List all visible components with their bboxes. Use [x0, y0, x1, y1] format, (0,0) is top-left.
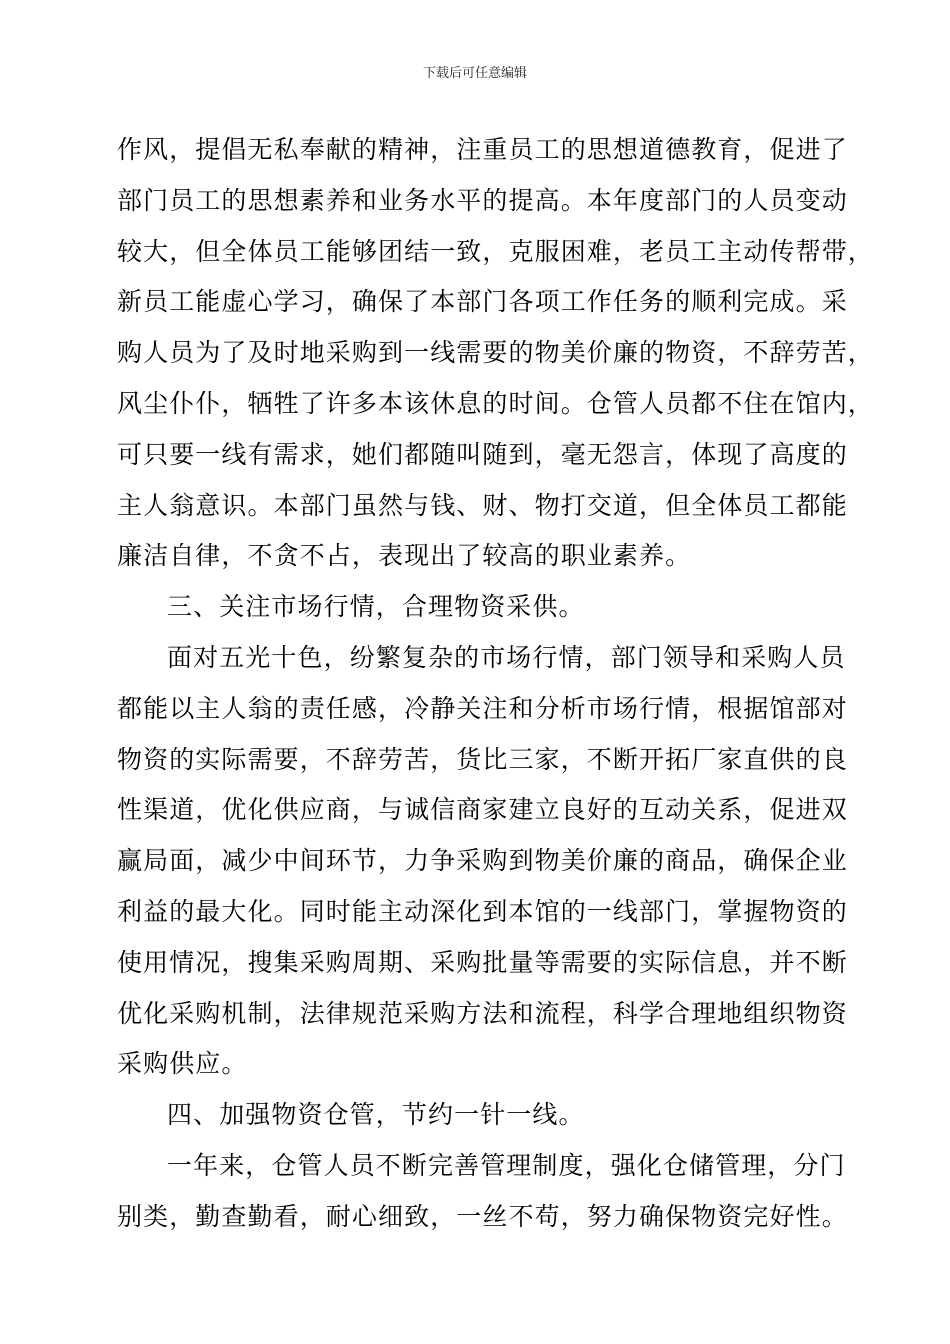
- body-line: 面对五光十色，纷繁复杂的市场行情，部门领导和采购人员: [167, 642, 846, 672]
- body-line: 购人员为了及时地采购到一线需要的物美价廉的物资，不辞劳苦，: [117, 338, 874, 368]
- body-line: 别类，勤查勤看，耐心细致，一丝不苟，努力确保物资完好性。: [117, 1201, 848, 1231]
- body-line: 采购供应。: [117, 1049, 248, 1079]
- body-line: 可只要一线有需求，她们都随叫随到，毫无怨言，体现了高度的: [117, 439, 848, 469]
- body-line: 主人翁意识。本部门虽然与钱、财、物打交道，但全体员工都能: [117, 490, 848, 520]
- section-heading: 三、关注市场行情，合理物资采供。: [167, 592, 585, 622]
- body-line: 一年来，仓管人员不断完善管理制度，强化仓储管理，分门: [167, 1150, 846, 1180]
- body-line: 物资的实际需要，不辞劳苦，货比三家，不断开拓厂家直供的良: [117, 744, 848, 774]
- body-line: 较大，但全体员工能够团结一致，克服困难，老员工主动传帮带，: [117, 236, 874, 266]
- body-line: 风尘仆仆，牺牲了许多本该休息的时间。仓管人员都不住在馆内，: [117, 388, 874, 418]
- body-line: 优化采购机制，法律规范采购方法和流程，科学合理地组织物资: [117, 998, 848, 1028]
- body-line: 利益的最大化。同时能主动深化到本馆的一线部门，掌握物资的: [117, 896, 848, 926]
- body-line: 部门员工的思想素养和业务水平的提高。本年度部门的人员变动: [117, 185, 848, 215]
- body-line: 性渠道，优化供应商，与诚信商家建立良好的互动关系，促进双: [117, 795, 848, 825]
- document-body: [117, 125, 874, 1243]
- body-line: 都能以主人翁的责任感，冷静关注和分析市场行情，根据馆部对: [117, 693, 848, 723]
- body-line: 作风，提倡无私奉献的精神，注重员工的思想道德教育，促进了: [117, 135, 848, 164]
- page-header: 下载后可任意编辑: [422, 66, 527, 81]
- body-line: 廉洁自律，不贪不占，表现出了较高的职业素养。: [117, 541, 692, 571]
- section-heading: 四、加强物资仓管，节约一针一线。: [167, 1100, 585, 1130]
- body-line: 使用情况，搜集采购周期、采购批量等需要的实际信息，并不断: [117, 947, 848, 977]
- body-line: 赢局面，减少中间环节，力争采购到物美价廉的商品，确保企业: [117, 846, 848, 876]
- body-line: 新员工能虚心学习，确保了本部门各项工作任务的顺利完成。采: [117, 287, 848, 317]
